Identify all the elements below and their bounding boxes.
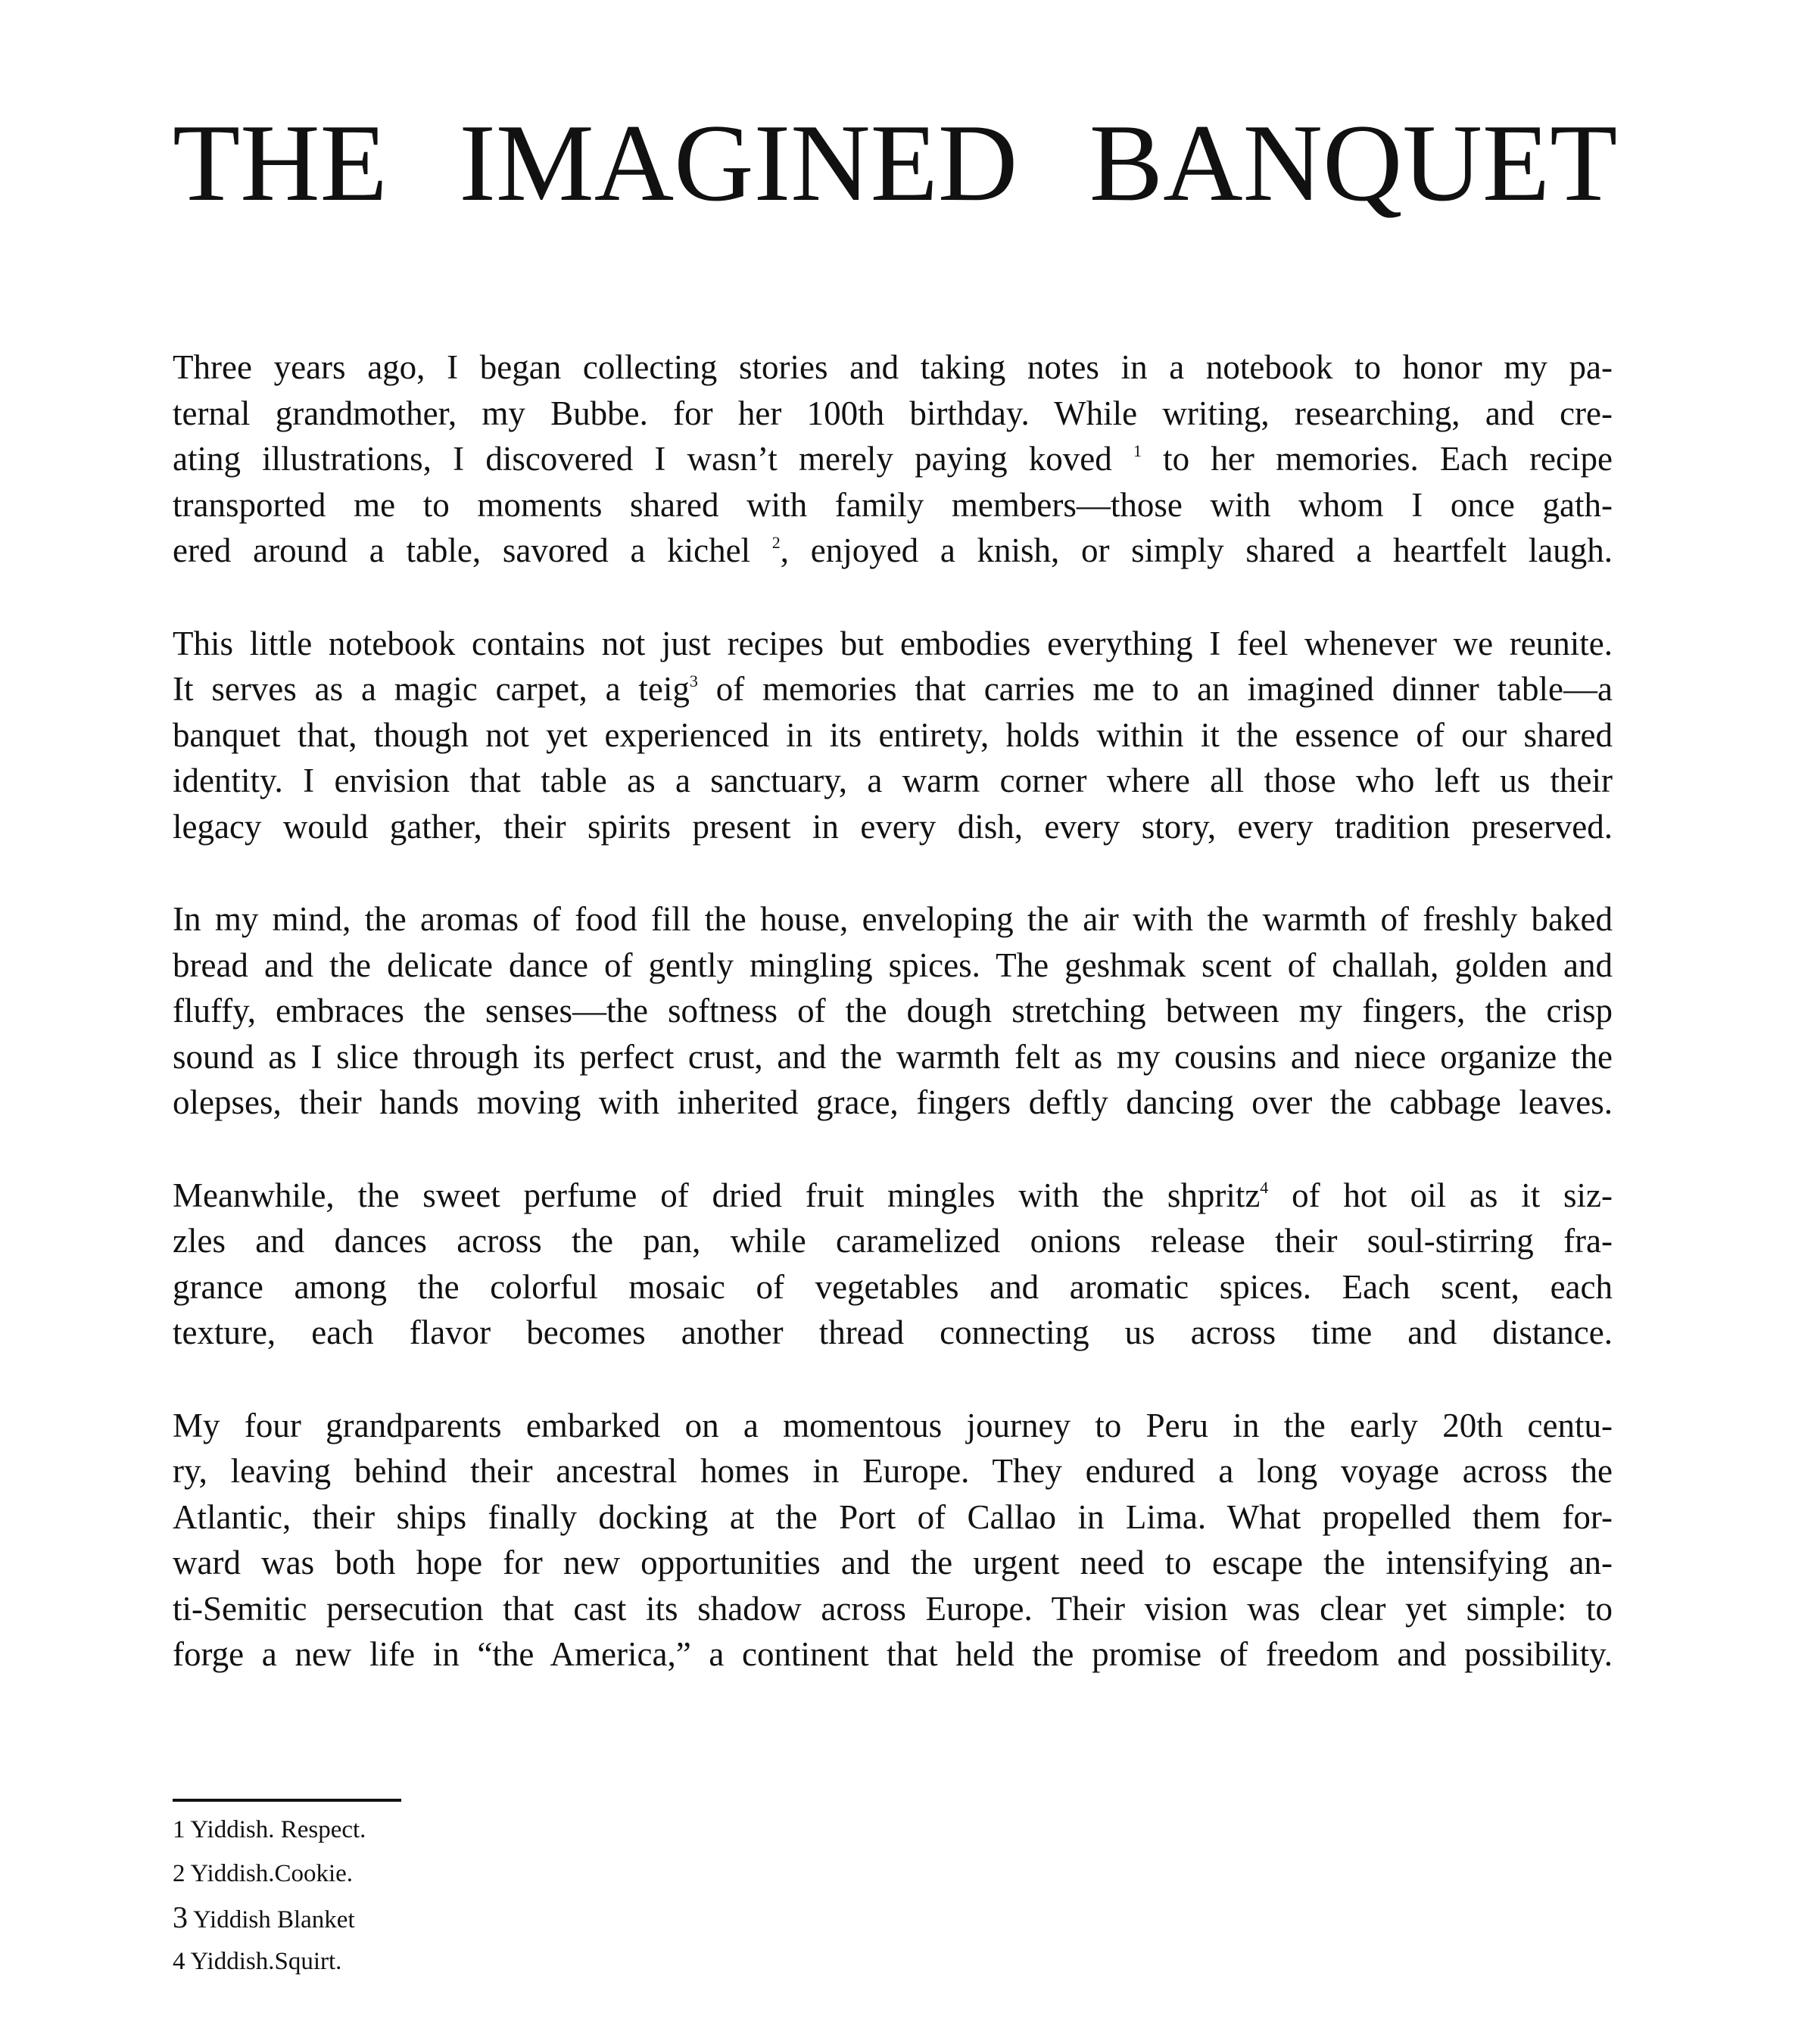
line-text: of memories that carries me to an imagined dinner table—a — [697, 670, 1613, 708]
line-text: In my mind, the aromas of food fill the house, enveloping the air with the warmth of freshly baked — [173, 900, 1613, 938]
line-text: ered around a table, savored a kichel — [173, 531, 772, 569]
line-text: identity. I envision that table as a sanctuary, a warm corner where all those who left us their — [173, 762, 1613, 799]
text-line — [173, 1173, 1613, 1219]
line-text: ti-Semitic persecution that cast its shadow across Europe. Their vision was clear yet simple: to — [173, 1589, 1613, 1628]
line-text: to her memories. Each recipe — [1141, 440, 1613, 478]
text-line — [173, 391, 1613, 437]
text-line — [173, 804, 1613, 850]
line-text: of hot oil as it siz- — [1268, 1176, 1613, 1214]
paragraph — [173, 896, 1613, 1126]
text-line — [173, 1310, 1613, 1356]
footnote-marker: 3 — [689, 671, 698, 690]
text-line — [173, 988, 1613, 1034]
text-line — [173, 1540, 1613, 1586]
line-text: This little notebook contains not just recipes but embodies everything I feel whenever we reunite. — [173, 624, 1613, 662]
text-line — [173, 1494, 1613, 1541]
line-text: texture, each flavor becomes another thread connecting us across time and distance. — [173, 1313, 1613, 1351]
line-text: forge a new life in “the America,” a continent that held the promise of freedom and possibility. — [173, 1635, 1613, 1673]
line-text: olepses, their hands moving with inherited grace, fingers deftly dancing over the cabbage leaves. — [173, 1083, 1613, 1121]
text-line — [173, 896, 1613, 943]
text-line — [173, 1403, 1613, 1449]
text-line — [173, 621, 1613, 667]
footnote-number: 3 — [173, 1900, 188, 1934]
text-line — [173, 1218, 1613, 1264]
text-line — [173, 528, 1613, 574]
footnote — [173, 1808, 778, 1852]
footnote-divider — [173, 1799, 401, 1802]
footnote-number: 2 — [173, 1860, 185, 1887]
text-line — [173, 344, 1613, 391]
text-line — [173, 1080, 1613, 1126]
footnote-marker: 2 — [771, 533, 781, 552]
page-title: THE IMAGINED BANQUET — [173, 101, 1618, 224]
text-line — [173, 1586, 1613, 1632]
footnote — [173, 1852, 778, 1896]
line-text: fluffy, embraces the senses—the softness of the dough stretching between my fingers, the crisp — [173, 992, 1613, 1030]
footnote-text: Yiddish.Cookie. — [185, 1860, 354, 1887]
footnote-text: Yiddish.Squirt. — [185, 1948, 342, 1975]
footnote — [173, 1940, 778, 1983]
text-line — [173, 1264, 1613, 1310]
footnote-number: 1 — [173, 1816, 185, 1843]
paragraph — [173, 344, 1613, 574]
text-line — [173, 712, 1613, 759]
footnote-number: 4 — [173, 1948, 185, 1975]
line-text: , enjoyed a knish, or simply shared a heartfelt laugh. — [780, 531, 1613, 569]
line-text: Three years ago, I began collecting stories and taking notes in a notebook to honor my pa- — [173, 348, 1613, 386]
paragraph — [173, 1173, 1613, 1356]
paragraph — [173, 621, 1613, 850]
line-text: legacy would gather, their spirits present in every dish, every story, every tradition preserved. — [173, 807, 1613, 846]
line-text: It serves as a magic carpet, a teig — [173, 670, 690, 708]
line-text: transported me to moments shared with family members—those with whom I once gath- — [173, 485, 1613, 524]
text-line — [173, 943, 1613, 989]
footnote — [173, 1896, 778, 1940]
text-line — [173, 436, 1613, 482]
footnote-text: Yiddish Blanket — [188, 1906, 355, 1933]
line-text: bread and the delicate dance of gently mingling spices. The geshmak scent of challah, golden and — [173, 946, 1613, 984]
line-text: sound as I slice through its perfect crust, and the warmth felt as my cousins and niece organize the — [173, 1037, 1613, 1076]
line-text: banquet that, though not yet experienced in its entirety, holds within it the essence of our shared — [173, 715, 1613, 754]
line-text: My four grandparents embarked on a momentous journey to Peru in the early 20th centu- — [173, 1406, 1613, 1444]
line-text: ating illustrations, I discovered I wasn’t merely paying koved — [173, 440, 1133, 478]
text-line — [173, 758, 1613, 804]
line-text: Meanwhile, the sweet perfume of dried fruit mingles with the shpritz — [173, 1176, 1261, 1214]
paragraph — [173, 1403, 1613, 1678]
text-line — [173, 1631, 1613, 1678]
text-line — [173, 1034, 1613, 1080]
text-line — [173, 482, 1613, 528]
body-text — [173, 344, 1613, 1678]
footnote-text: Yiddish. Respect. — [185, 1816, 366, 1843]
line-text: grance among the colorful mosaic of vegetables and aromatic spices. Each scent, each — [173, 1267, 1613, 1306]
text-line — [173, 666, 1613, 712]
footnote-marker: 4 — [1260, 1177, 1269, 1197]
line-text: ry, leaving behind their ancestral homes in Europe. They endured a long voyage across the — [173, 1452, 1613, 1490]
line-text: zles and dances across the pan, while caramelized onions release their soul-stirring fra- — [173, 1222, 1613, 1260]
line-text: ward was both hope for new opportunities and the urgent need to escape the intensifying an- — [173, 1544, 1613, 1581]
footnotes — [173, 1808, 778, 1983]
line-text: ternal grandmother, my Bubbe. for her 100th birthday. While writing, researching, and cre- — [173, 394, 1613, 432]
footnote-marker: 1 — [1133, 441, 1142, 460]
text-line — [173, 1448, 1613, 1494]
line-text: Atlantic, their ships finally docking at the Port of Callao in Lima. What propelled them for- — [173, 1497, 1613, 1536]
